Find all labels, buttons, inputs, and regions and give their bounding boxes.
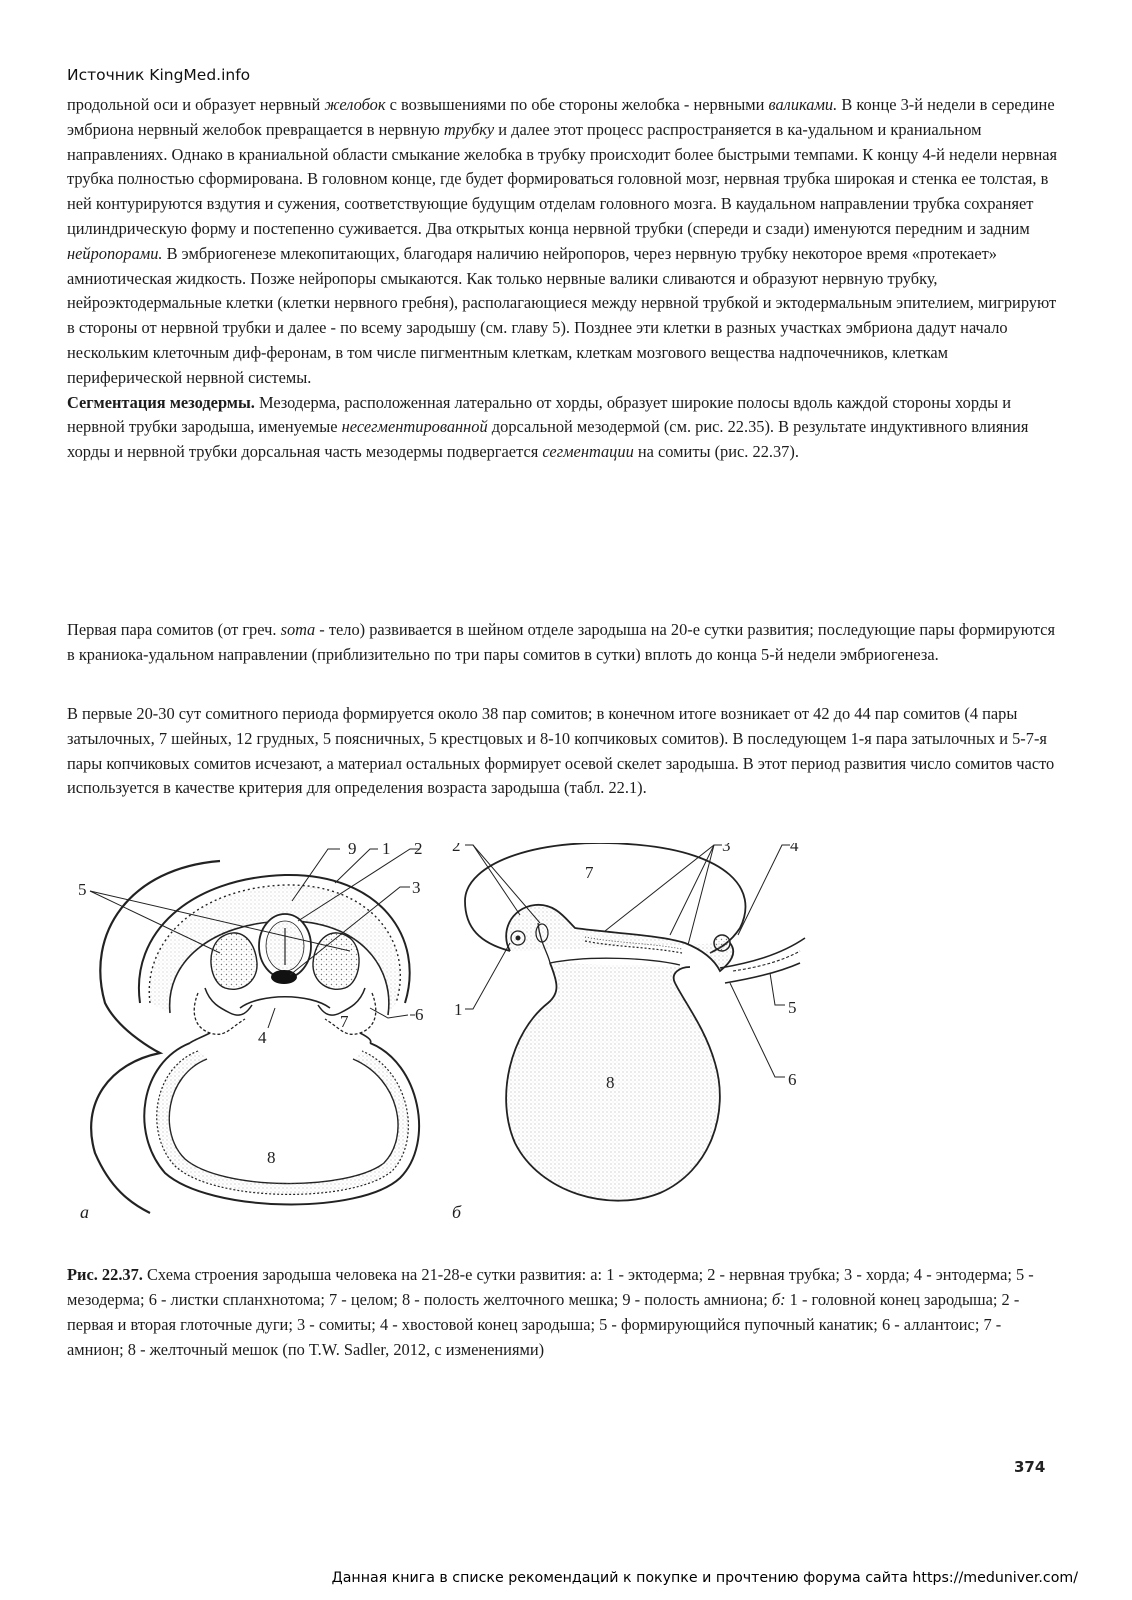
paragraph-text <box>67 702 1062 801</box>
page-number: 374 <box>1014 1458 1046 1476</box>
panel-b-letter: б <box>452 1202 462 1222</box>
paragraph-mesoderm-segmentation <box>67 391 1062 465</box>
text-run: и далее этот процесс распространяется в ка-удальном и краниальном направлениях. Однако в краниальной области смыкание желобка в трубку происходит более быстрыми темпами. К концу 4-й недели нервная трубка полностью сформирована. В головном конце, где будет формироваться головной мозг, нервная трубка широкая и стенка ее толстая, в ней контурируются вздутия и сужения, соответствующие будущим отделам головного мозга. В каудальном направлении трубка сохраняет цилиндрическую форму и постепенно суживается. Два открытых конца нервной трубки (спереди и сзади) именуются передним и задним <box>67 119 1058 238</box>
label-a-8: 8 <box>267 1148 276 1167</box>
bold-run: Сегментация мезодермы. <box>67 392 255 412</box>
label-a-1: 1 <box>382 843 391 858</box>
paragraph-somite-count <box>67 702 1062 801</box>
italic-run: нейропорами. <box>67 243 163 263</box>
paragraph-neural-tube <box>67 93 1062 391</box>
label-b-2: 2 <box>452 843 461 855</box>
label-a-2: 2 <box>414 843 423 858</box>
label-a-4: 4 <box>258 1028 267 1047</box>
text-run: Схема строения зародыша человека на 21-28-е сутки развития: а: 1 - эктодерма; 2 - нервная трубка; 3 - хорда; 4 - энтодерма; 5 - мезодерма; 6 - листки спланхнотома; 7 - целом; 8 - полость желточного мешка; 9 - полость амниона; <box>67 1265 1034 1309</box>
text-run: В конце 3-й недели в середине эмбриона нервный желобок превращается в нервную <box>67 95 1055 139</box>
text-run: Первая пара сомитов (от греч. <box>67 620 281 639</box>
embryo-figure <box>70 843 830 1238</box>
italic-run: soma <box>280 620 316 639</box>
text-run: 1 - головной конец зародыша; 2 - первая и вторая глоточные дуги; 3 - сомиты; 4 - хвостовой конец зародыша; 5 - формирующийся пупочный канатик; 6 - аллантоис; 7 - амнион; 8 - желточный мешок (по T.W. Sadler, 2012, с изменениями) <box>67 1290 1020 1359</box>
label-b-7: 7 <box>585 863 594 882</box>
label-b-6: 6 <box>788 1070 797 1089</box>
paragraph-first-somites <box>67 618 1062 668</box>
text-run: на сомиты (рис. 22.37). <box>633 442 799 462</box>
paragraph-text <box>67 618 1062 668</box>
label-b-5: 5 <box>788 998 797 1017</box>
italic-run: сегментации <box>542 442 634 462</box>
label-a-6: 6 <box>415 1005 424 1024</box>
label-b-8: 8 <box>606 1073 615 1092</box>
text-run: дорсальной мезодермой (см. рис. 22.35). В результате индуктивного влияния хорды и нервной трубки дорсальная часть мезодермы подвергается <box>67 417 1029 462</box>
text-run: продольной оси и образует нервный <box>67 95 325 114</box>
panel-a-letter: а <box>80 1202 89 1222</box>
text-run: В первые 20-30 сут сомитного периода формируется около 38 пар сомитов; в конечном итоге возникает от 42 до 44 пар сомитов (4 пары затылочных, 7 шейных, 12 грудных, 5 поясничных, 5 крестцовых и 8-10 копчиковых сомитов). В последующем 1-я пара затылочных и 5-7-я пары копчиковых сомитов исчезают, а материал остальных формирует осевой скелет зародыша. В этот период развития число сомитов часто используется в качестве критерия для определения возраста зародыша (табл. 22.1). <box>67 704 1055 798</box>
footer-note: Данная книга в списке рекомендаций к покупке и прочтению форума сайта https://meduniver.com/ <box>331 1570 1078 1586</box>
caption-text <box>67 1262 1062 1362</box>
label-a-7: 7 <box>340 1012 349 1031</box>
italic-run: желобок <box>324 95 386 114</box>
embryo-illustration <box>70 843 830 1238</box>
panel-a-cross-section <box>90 849 420 1213</box>
label-a-9: 9 <box>348 843 357 858</box>
figure-caption <box>67 1262 1062 1362</box>
text-run: В эмбриогенезе млекопитающих, благодаря наличию нейропоров, через нервную трубку некоторое время «протекает» амниотическая жидкость. Позже нейропоры смыкаются. Как только нервные валики сливаются и образуют нервную трубку, нейроэктодермальные клетки (клетки нервного гребня), располагающиеся между нервной трубкой и эктодермальным эпителием, мигрируют в стороны от нервной трубки и далее - по всему зародышу (см. главу 5). Позднее эти клетки в разных участках эмбриона дадут начало нескольким клеточным диф-феронам, в том числе пигментным клеткам, клеткам мозгового вещества надпочечников, клеткам периферической нервной системы. <box>67 243 1057 387</box>
italic-run: трубку <box>443 119 495 139</box>
panel-b-lateral-view <box>465 843 805 1201</box>
text-run: - тело) развивается в шейном отделе зародыша на 20-е сутки развития; последующие пары формируются в краниока-удальном направлении (приблизительно по три пары сомитов в сутки) вплоть до конца 5-й недели эмбриогенеза. <box>67 620 1055 664</box>
label-a-5: 5 <box>78 880 87 899</box>
body-text-block-1 <box>67 93 1062 465</box>
bold-run: Рис. 22.37. <box>67 1265 143 1284</box>
label-a-3: 3 <box>412 878 421 897</box>
label-b-3: 3 <box>722 843 731 855</box>
label-b-4: 4 <box>790 843 799 855</box>
label-b-1: 1 <box>454 1000 463 1019</box>
source-header: Источник KingMed.info <box>67 66 251 84</box>
italic-run: б: <box>771 1290 786 1309</box>
italic-run: валиками. <box>768 95 838 114</box>
italic-run: несегментированной <box>341 417 488 437</box>
text-run: Мезодерма, расположенная латерально от хорды, образует широкие полосы вдоль каждой стороны хорды и нервной трубки зародыша, именуемые <box>67 392 1012 437</box>
text-run: с возвышениями по обе стороны желобка - нервными <box>385 95 769 114</box>
